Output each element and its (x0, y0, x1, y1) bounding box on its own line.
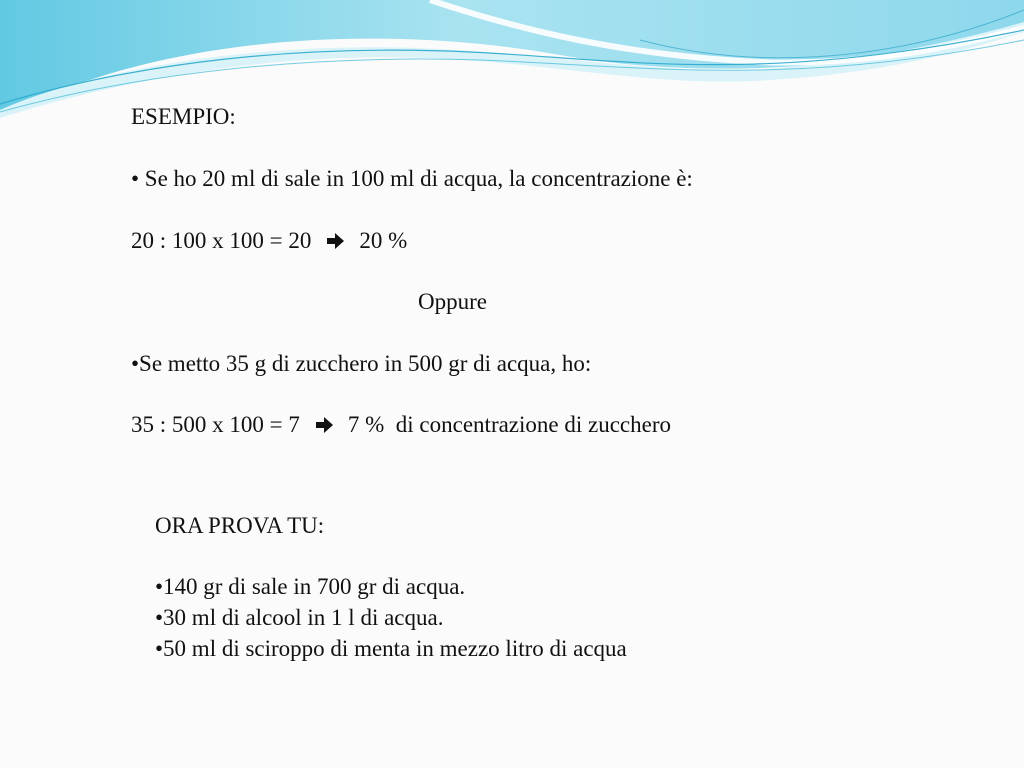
exercise-heading: ORA PROVA TU: (155, 513, 325, 538)
calculation-1-formula: 20 : 100 x 100 = 20 (131, 228, 312, 253)
calculation-2-result: 7 % di concentrazione di zucchero (347, 412, 671, 437)
arrow-right-icon (314, 416, 334, 434)
exercise-item: •140 gr di sale in 700 gr di acqua. (155, 574, 466, 599)
calculation-1 (131, 227, 407, 255)
example-bullet-1: • Se ho 20 ml di sale in 100 ml di acqua, la concentrazione è: (131, 166, 693, 191)
or-separator: Oppure (418, 289, 487, 314)
calculation-2-formula: 35 : 500 x 100 = 7 (131, 412, 300, 437)
calculation-2 (131, 411, 671, 439)
exercise-item: •50 ml di sciroppo di menta in mezzo litro di acqua (155, 636, 627, 661)
exercise-item: •30 ml di alcool in 1 l di acqua. (155, 605, 444, 630)
example-heading: ESEMPIO: (131, 104, 236, 129)
calculation-1-result: 20 % (359, 228, 408, 253)
arrow-right-icon (325, 232, 345, 250)
example-bullet-2: •Se metto 35 g di zucchero in 500 gr di acqua, ho: (131, 351, 592, 376)
